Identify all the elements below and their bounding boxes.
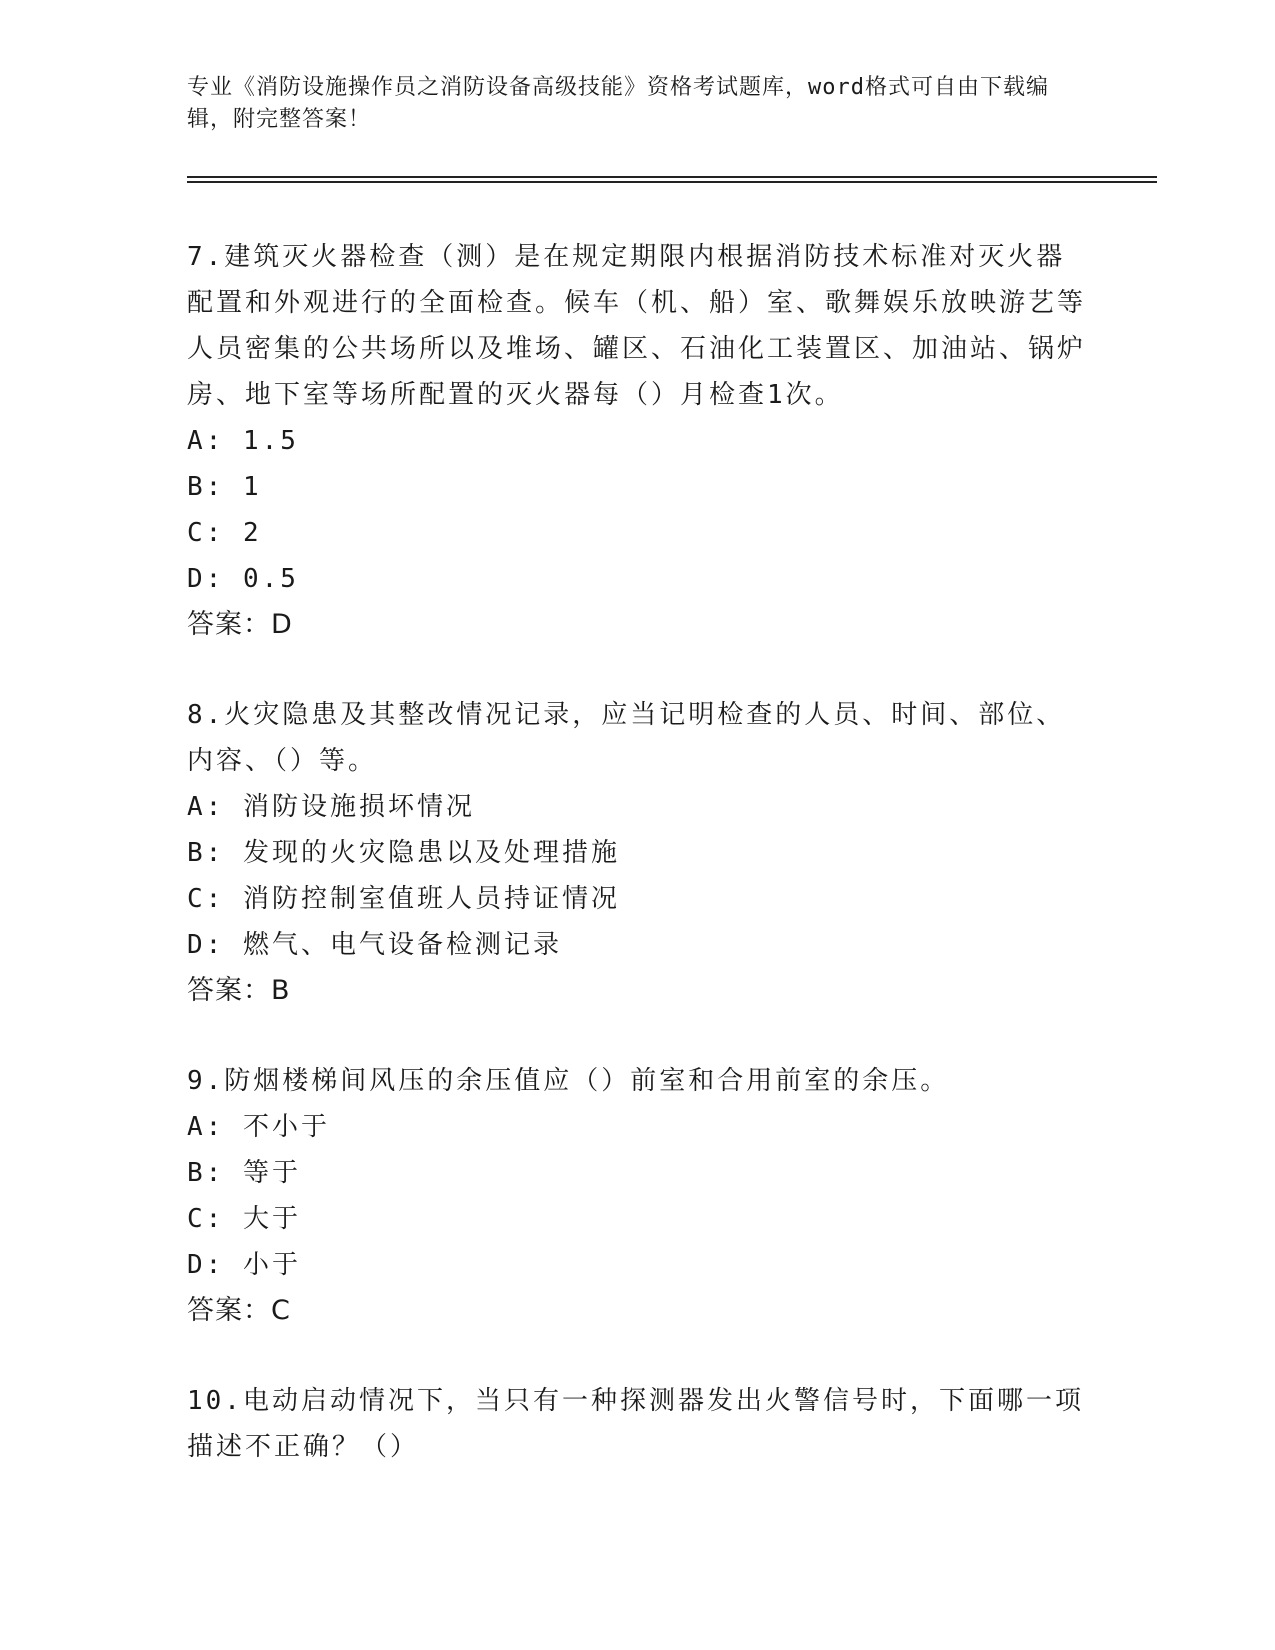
question-7 — [187, 234, 1087, 648]
document-header: 专业《消防设施操作员之消防设备高级技能》资格考试题库，word格式可自由下载编辑，附完整答案！ — [187, 75, 1049, 132]
option-b: B: 1 — [187, 472, 262, 502]
header-rule-top — [187, 176, 1157, 178]
answer-line: 答案：C — [187, 1295, 291, 1326]
option-c: C: 消防控制室值班人员持证情况 — [187, 884, 620, 914]
question-stem: 9.防烟楼梯间风压的余压值应（）前室和合用前室的余压。 — [187, 1066, 950, 1096]
answer-line: 答案：B — [187, 975, 291, 1006]
header-rule-bottom — [187, 181, 1157, 183]
question-stem: 7.建筑灭火器检查（测）是在规定期限内根据消防技术标准对灭火器配置和外观进行的全面检查。候车（机、船）室、歌舞娱乐放映游艺等人员密集的公共场所以及堆场、罐区、石油化工装置区、加油站、锅炉房、地下室等场所配置的灭火器每（）月检查1次。 — [187, 242, 1087, 410]
question-stem: 8.火灾隐患及其整改情况记录，应当记明检查的人员、时间、部位、内容、（）等。 — [187, 700, 1066, 776]
option-a: A: 1.5 — [187, 426, 299, 456]
question-10 — [187, 1378, 1087, 1470]
option-d: D: 燃气、电气设备检测记录 — [187, 930, 562, 960]
option-a: A: 消防设施损坏情况 — [187, 792, 475, 822]
option-d: D: 小于 — [187, 1250, 301, 1280]
question-9 — [187, 1058, 1087, 1334]
option-c: C: 大于 — [187, 1204, 301, 1234]
option-b: B: 发现的火灾隐患以及处理措施 — [187, 838, 620, 868]
option-a: A: 不小于 — [187, 1112, 330, 1142]
option-b: B: 等于 — [187, 1158, 301, 1188]
option-d: D: 0.5 — [187, 564, 299, 594]
question-8 — [187, 692, 1087, 1014]
question-stem: 10.电动启动情况下，当只有一种探测器发出火警信号时，下面哪一项描述不正确？（） — [187, 1386, 1084, 1462]
option-c: C: 2 — [187, 518, 262, 548]
answer-line: 答案：D — [187, 609, 293, 640]
